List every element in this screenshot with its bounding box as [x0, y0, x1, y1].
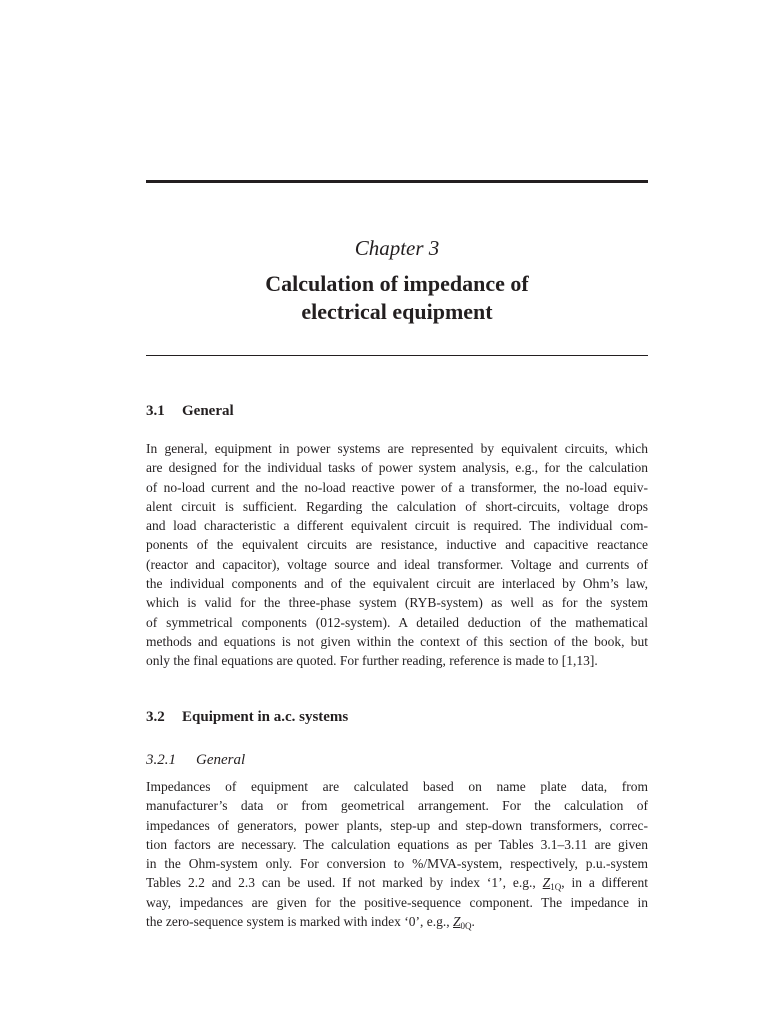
- text-line: way, impedances are given for the positive-sequence component. The impedance in: [146, 894, 648, 910]
- text-fragment: the zero-sequence system is marked with index ‘0’, e.g.,: [146, 914, 454, 930]
- impedance-symbol: Z: [453, 914, 461, 930]
- text-line: and load characteristic a different equivalent circuit is required. The individual com-: [146, 518, 648, 534]
- impedance-symbol: Z: [542, 875, 551, 891]
- text-line-with-symbol: [146, 873, 648, 892]
- text-line: which is valid for the three-phase system (RYB-system) as well as for the system: [146, 595, 648, 611]
- text-fragment: , in a different: [561, 875, 648, 891]
- text-line: of symmetrical components (012-system). A detailed deduction of the mathematical: [146, 614, 648, 630]
- section-number: 3.2: [146, 709, 165, 725]
- top-rule: [146, 180, 648, 183]
- text-fragment: .: [471, 914, 475, 930]
- paragraph-equipment: [146, 777, 648, 931]
- symbol-subscript: 0Q: [460, 921, 472, 932]
- text-line: impedances of generators, power plants, step-up and step-down transformers, correc-: [146, 817, 648, 833]
- chapter-title: [146, 270, 648, 326]
- text-line: only the final equations are quoted. For further reading, reference is made to [1,13].: [146, 653, 598, 669]
- section-title: Equipment in a.c. systems: [182, 709, 349, 725]
- section-title: General: [182, 403, 234, 419]
- text-line: tion factors are necessary. The calculation equations as per Tables 3.1–3.11 are given: [146, 836, 648, 852]
- section-number: 3.1: [146, 403, 165, 419]
- text-line: of no-load current and the no-load reactive power of a transformer, the no-load equiv-: [146, 479, 648, 495]
- text-line: In general, equipment in power systems are represented by equivalent circuits, which: [146, 441, 648, 456]
- text-line: alent circuit is sufficient. Regarding the calculation of short-circuits, voltage drops: [146, 498, 648, 514]
- bottom-rule: [146, 355, 648, 356]
- subsection-heading-3-2-1: [146, 750, 245, 770]
- subsection-title: General: [196, 752, 246, 768]
- chapter-title-line: electrical equipment: [301, 299, 493, 324]
- text-line: methods and equations is not given within the context of this section of the book, but: [146, 633, 648, 649]
- chapter-title-line: Calculation of impedance of: [265, 271, 529, 296]
- text-line: Impedances of equipment are calculated based on name plate data, from: [146, 779, 648, 794]
- text-line: are designed for the individual tasks of power system analysis, e.g., for the calculation: [146, 460, 648, 476]
- text-line: manufacturer’s data or from geometrical arrangement. For the calculation of: [146, 798, 648, 814]
- subsection-number: 3.2.1: [146, 752, 176, 768]
- symbol-subscript: 1Q: [550, 882, 562, 893]
- chapter-label: Chapter 3: [354, 236, 440, 260]
- text-line: (reactor and capacitor), voltage source and ideal transformer. Voltage and currents of: [146, 556, 648, 572]
- text-fragment: Tables 2.2 and 2.3 can be used. If not marked by index ‘1’, e.g.,: [146, 875, 543, 891]
- text-line: the individual components and of the equivalent circuit are interlaced by Ohm’s law,: [146, 576, 648, 592]
- text-line: ponents of the equivalent circuits are resistance, inductive and capacitive reactance: [146, 537, 648, 553]
- paragraph-general: [146, 439, 648, 671]
- section-heading-3-1: [146, 401, 234, 421]
- text-line-with-symbol: [146, 912, 648, 931]
- text-line: in the Ohm-system only. For conversion to %/MVA-system, respectively, p.u.-system: [146, 856, 648, 872]
- section-heading-3-2: [146, 707, 348, 727]
